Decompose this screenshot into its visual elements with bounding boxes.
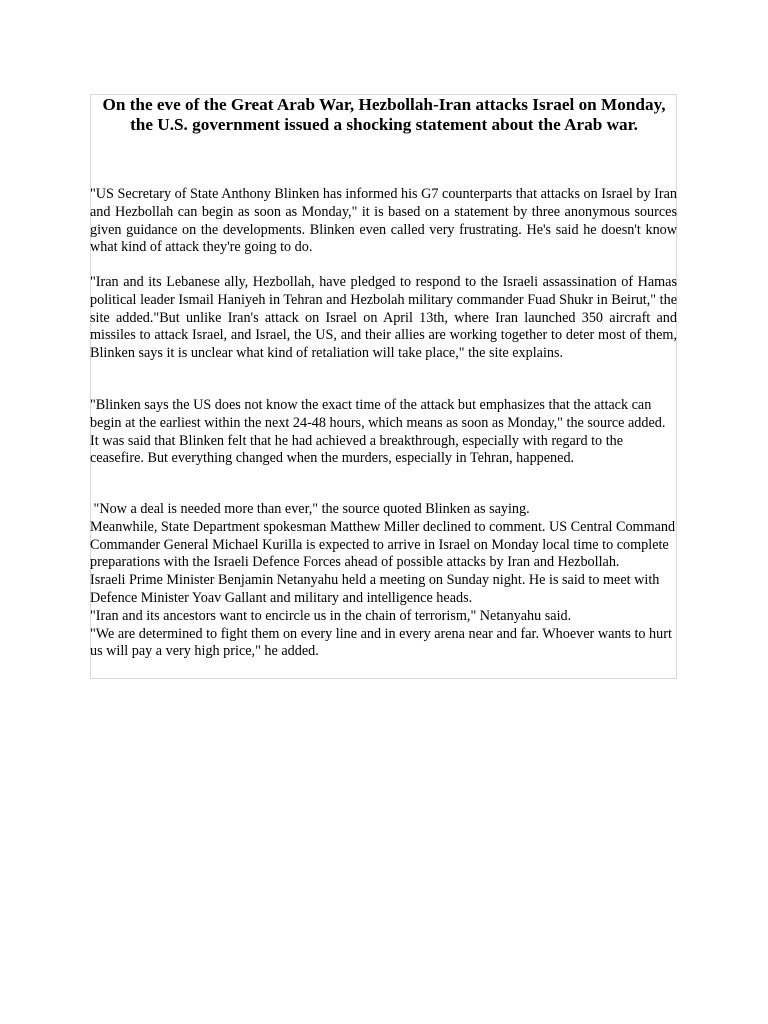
body-paragraph-3: "Blinken says the US does not know the exact time of the attack but emphasizes that the attack can begin at the earliest within the next 24-48 hours, which means as soon as Monday," the source added. — [90, 397, 666, 431]
body-paragraph-9: "We are determined to fight them on every line and in every arena near and far. Whoever wants to hurt us will pay a very high price," he added. — [90, 625, 672, 660]
body-paragraph-2: "Iran and its Lebanese ally, Hezbollah, have pledged to respond to the Israeli assassination of Hamas political leader Ismail Haniyeh in Tehran and Hezbolah military commander Fuad Shukr in Beirut," the site added."But unlike Iran's attack on Israel on April 13th, where Iran launched 350 aircraft and missiles to attack Israel, and Israel, the US, and their allies are working together to deter most of them, Blinken says it is unclear what kind of retaliation will take place," the site explains. — [90, 274, 677, 362]
body-paragraph-1: "US Secretary of State Anthony Blinken has informed his G7 counterparts that attacks on Israel by Iran and Hezbollah can begin as soon as Monday," it is based on a statement by three anonymous sources given guidance on the developments. Blinken even called very frustrating. He's said he doesn't know what kind of attack they're going to do. — [90, 186, 677, 256]
body-block-3 — [90, 397, 677, 468]
body-paragraph-6: Meanwhile, State Department spokesman Matthew Miller declined to comment. US Central Command Commander General Michael Kurilla is expected to arrive in Israel on Monday local time to complete preparations with the Israeli Defence Forces ahead of possible attacks by Iran and Hezbollah. — [90, 518, 676, 571]
body-paragraph-5: "Now a deal is needed more than ever," the source quoted Blinken as saying. — [90, 501, 530, 517]
body-paragraph-7: Israeli Prime Minister Benjamin Netanyahu held a meeting on Sunday night. He is said to meet with Defence Minister Yoav Gallant and military and intelligence heads. — [90, 572, 660, 606]
body-block-5 — [90, 501, 677, 661]
body-paragraph-8: "Iran and its ancestors want to encircle us in the chain of terrorism," Netanyahu said. — [90, 607, 572, 624]
document-title: On the eve of the Great Arab War, Hezbollah-Iran attacks Israel on Monday, the U.S. government issued a shocking statement about the Arab war. — [102, 95, 666, 134]
body-paragraph-4: It was said that Blinken felt that he had achieved a breakthrough, especially with regard to the ceasefire. But everything changed when the murders, especially in Tehran, happened. — [90, 432, 624, 467]
